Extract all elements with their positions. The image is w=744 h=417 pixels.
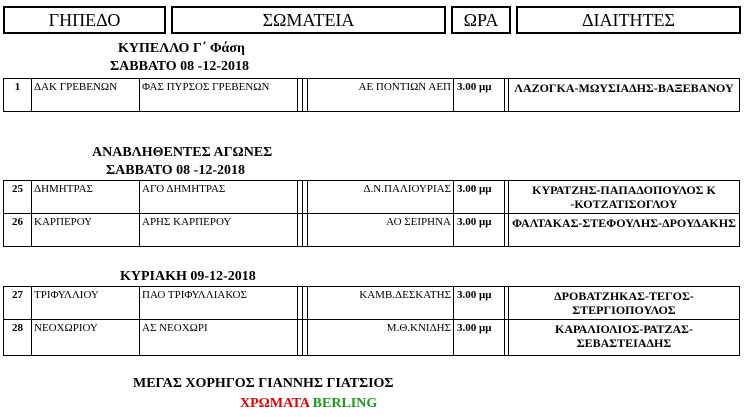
match-referees: ΛΑΖΟΓΚΑ-ΜΩΥΣΙΑΔΗΣ-ΒΑΞΕΒΑΝΟΥ bbox=[514, 81, 734, 95]
section2-date: ΣΑΒΒΑΤΟ 08 -12-2018 bbox=[106, 163, 245, 178]
match-venue: ΤΡΙΦΥΛΛΙΟΥ bbox=[34, 289, 99, 301]
match-venue: ΔΗΜΗΤΡΑΣ bbox=[34, 183, 93, 195]
match-home: ΦΑΣ ΠΥΡΣΟΣ ΓΡΕΒΕΝΩΝ bbox=[142, 81, 270, 93]
header-clubs bbox=[171, 6, 446, 34]
match-time: 3.00 μμ bbox=[457, 81, 492, 93]
match-referees: ΚΥΡΑΤΖΗΣ-ΠΑΠΑΔΟΠΟΥΛΟΣ Κ -ΚΟΤΖΑΤΙΣΟΓΛΟΥ bbox=[532, 183, 716, 211]
header-clubs-label: ΣΩΜΑΤΕΙΑ bbox=[262, 9, 355, 30]
match-away: ΑΟ ΣΕΙΡΗΝΑ bbox=[386, 216, 451, 228]
match-number: 28 bbox=[12, 322, 23, 334]
match-home: ΑΡΗΣ ΚΑΡΠΕΡΟΥ bbox=[142, 216, 232, 228]
sponsor-word-green: BERLING bbox=[312, 396, 378, 411]
header-venue-label: ΓΗΠΕΔΟ bbox=[48, 9, 121, 30]
sponsor-line: ΜΕΓΑΣ ΧΟΡΗΓΟΣ ΓΙΑΝΝΗΣ ΓΙΑΤΣΙΟΣ bbox=[133, 376, 394, 391]
match-away: Μ.Θ.ΚΝΙΔΗΣ bbox=[386, 322, 451, 334]
match-number: 26 bbox=[12, 216, 23, 228]
match-away: ΚΑΜΒ.ΔΕΣΚΑΤΗΣ bbox=[359, 289, 451, 301]
section3-date: ΚΥΡΙΑΚΗ 09-12-2018 bbox=[120, 269, 256, 284]
match-row-26 bbox=[3, 213, 740, 247]
match-number: 25 bbox=[12, 183, 23, 195]
match-number: 1 bbox=[14, 81, 21, 93]
section1-title: ΚΥΠΕΛΛΟ Γ΄ Φάση bbox=[118, 41, 245, 56]
header-venue bbox=[3, 6, 166, 34]
match-away: ΑΕ ΠΟΝΤΙΩΝ ΑΕΠ bbox=[358, 81, 451, 93]
header-referees bbox=[516, 6, 741, 34]
section2-title: ΑΝΑΒΛΗΘΕΝΤΕΣ ΑΓΩΝΕΣ bbox=[92, 145, 273, 160]
section1-date: ΣΑΒΒΑΤΟ 08 -12-2018 bbox=[110, 59, 249, 74]
header-time-label: ΩΡΑ bbox=[463, 9, 499, 30]
match-row-28 bbox=[3, 319, 740, 356]
match-time: 3.00 μμ bbox=[457, 322, 492, 334]
match-number: 27 bbox=[12, 289, 23, 301]
match-row-27 bbox=[3, 286, 740, 320]
header-referees-label: ΔΙΑΙΤΗΤΕΣ bbox=[581, 9, 676, 30]
match-home: ΑΣ ΝΕΟΧΩΡΙ bbox=[142, 322, 208, 334]
match-referees: ΦΑΛΤΑΚΑΣ-ΣΤΕΦΟΥΛΗΣ-ΔΡΟΥΔΑΚΗΣ bbox=[512, 216, 736, 230]
sponsor-word-red: ΧΡΩΜΑΤΑ bbox=[240, 396, 310, 411]
match-referees: ΚΑΡΑΛΙΟΛΙΟΣ-ΡΑΤΖΑΣ-ΣΕΒΑΣΤΕΙΑΔΗΣ bbox=[555, 322, 693, 350]
match-venue: ΚΑΡΠΕΡΟΥ bbox=[34, 216, 93, 228]
match-home: ΠΑΟ ΤΡΙΦΥΛΛΙΑΚΟΣ bbox=[142, 289, 247, 301]
match-away: Δ.Ν.ΠΑΛΙΟΥΡΙΑΣ bbox=[363, 183, 451, 195]
match-row-25 bbox=[3, 180, 740, 214]
match-home: ΑΓΟ ΔΗΜΗΤΡΑΣ bbox=[142, 183, 226, 195]
match-venue: ΝΕΟΧΩΡΙΟΥ bbox=[34, 322, 98, 334]
header-time bbox=[451, 6, 511, 34]
sponsor-brand bbox=[240, 396, 377, 412]
match-venue: ΔΑΚ ΓΡΕΒΕΝΩΝ bbox=[34, 81, 118, 93]
match-time: 3.00 μμ bbox=[457, 289, 492, 301]
match-referees: ΔΡΟΒΑΤΖΗΚΑΣ-ΤΕΓΟΣ-ΣΤΕΡΓΙΟΠΟΥΛΟΣ bbox=[554, 289, 694, 317]
match-time: 3.00 μμ bbox=[457, 216, 492, 228]
match-row-1 bbox=[3, 78, 740, 112]
match-time: 3.00 μμ bbox=[457, 183, 492, 195]
